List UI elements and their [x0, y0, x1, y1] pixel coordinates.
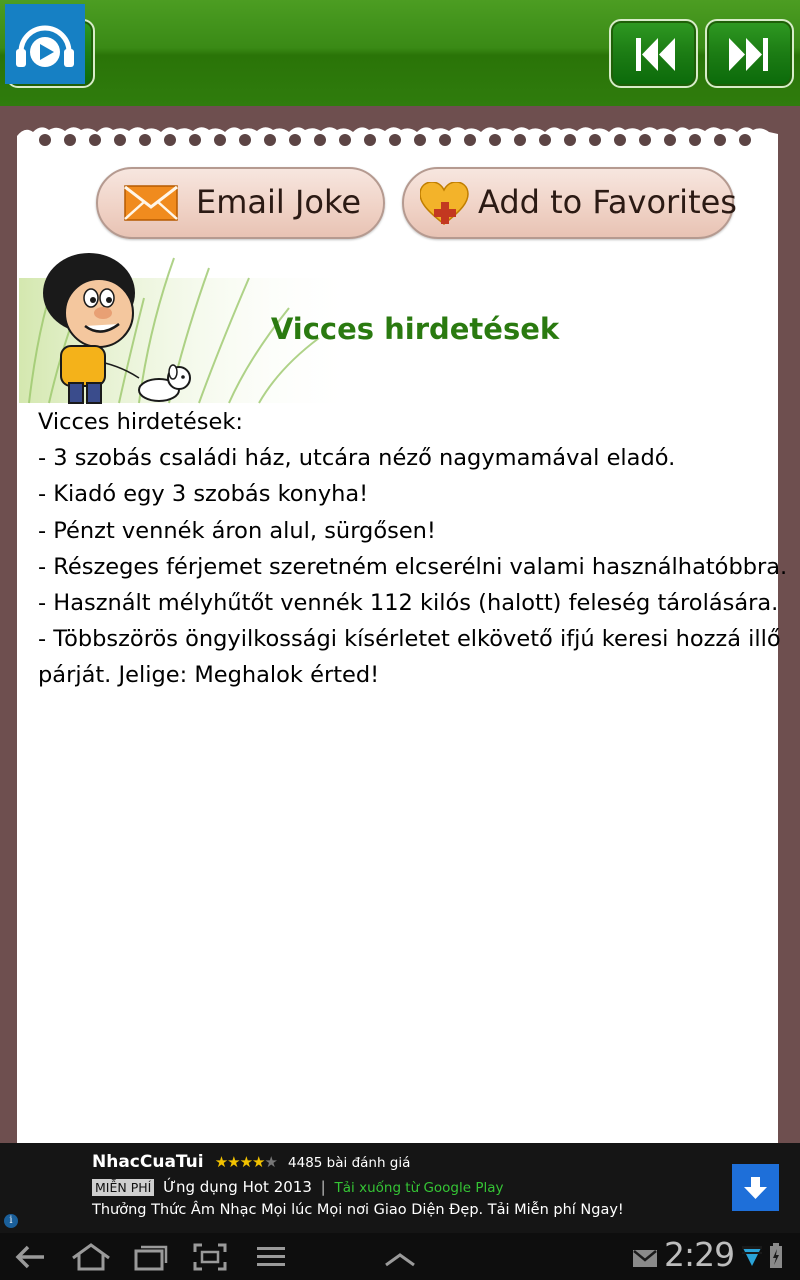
menu-icon[interactable] — [254, 1242, 288, 1272]
ad-app-icon[interactable] — [5, 4, 85, 84]
ad-download-button[interactable] — [732, 1164, 779, 1211]
chevron-up-icon[interactable] — [383, 1250, 417, 1270]
recent-apps-icon[interactable] — [133, 1242, 169, 1272]
status-clock: 2:29 — [664, 1235, 735, 1274]
ad-title-row — [92, 1152, 410, 1172]
download-arrow-icon — [732, 1164, 779, 1211]
add-to-favorites-label: Add to Favorites — [478, 183, 737, 221]
wifi-signal-icon — [742, 1244, 762, 1268]
joke-line: párját. Jelige: Meghalok érted! — [38, 662, 380, 689]
joke-line: - Részeges férjemet szeretném elcserélni valami használhatóbbra. — [38, 553, 788, 580]
ad-description: Thưởng Thức Âm Nhạc Mọi lúc Mọi nơi Giao Diện Đẹp. Tải Miễn phí Ngay! — [92, 1202, 624, 1218]
back-icon[interactable] — [14, 1242, 48, 1272]
battery-charging-icon — [769, 1243, 783, 1269]
joke-line: - 3 szobás családi ház, utcára néző nagymamával eladó. — [38, 445, 676, 472]
skip-previous-icon — [611, 21, 700, 90]
ad-separator: | — [320, 1178, 326, 1196]
heart-plus-icon — [420, 182, 470, 226]
screenshot-icon[interactable] — [192, 1242, 228, 1272]
rating-stars: ★★★★★ — [214, 1153, 277, 1171]
next-joke-button[interactable] — [705, 19, 794, 88]
joke-text — [38, 404, 788, 694]
headphones-play-icon — [5, 4, 85, 84]
envelope-icon — [124, 183, 178, 223]
joke-line: - Kiadó egy 3 szobás konyha! — [38, 481, 369, 508]
email-joke-button[interactable] — [96, 167, 385, 239]
ad-subtitle: Ứng dụng Hot 2013 — [163, 1178, 312, 1196]
joke-line: - Pénzt vennék áron alul, sürgősen! — [38, 517, 436, 544]
previous-joke-button[interactable] — [609, 19, 698, 88]
joke-title: Vicces hirdetések — [270, 312, 560, 346]
free-badge: MIỄN PHÍ — [92, 1179, 154, 1196]
rating-count: 4485 bài đánh giá — [288, 1155, 411, 1171]
joke-line: - Többszörös öngyilkossági kísérletet elkövető ifjú keresi hozzá illő — [38, 626, 781, 653]
ad-app-name: NhacCuaTui — [92, 1152, 204, 1172]
gmail-notification-icon — [632, 1248, 658, 1268]
joke-line: Vicces hirdetések: — [38, 409, 243, 435]
ad-info-icon[interactable]: i — [4, 1214, 18, 1228]
email-joke-label: Email Joke — [196, 183, 362, 221]
ad-subtitle-row — [92, 1178, 504, 1196]
joke-line: - Használt mélyhűtőt vennék 112 kilós (halott) feleség tárolására. — [38, 590, 779, 617]
skip-next-icon — [707, 21, 796, 90]
add-to-favorites-button[interactable] — [402, 167, 737, 239]
home-icon[interactable] — [70, 1242, 112, 1272]
ad-store-text: Tải xuống từ Google Play — [334, 1180, 504, 1196]
